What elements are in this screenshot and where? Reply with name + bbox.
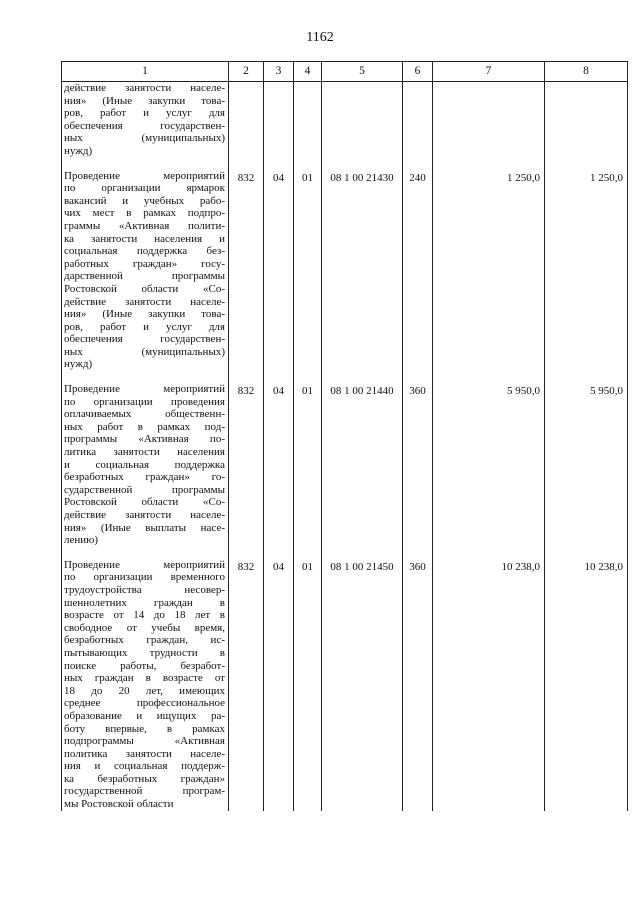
- ministry-code: [229, 82, 264, 158]
- description-line: нужд): [64, 358, 93, 371]
- description-line: ных (муниципальных): [64, 345, 225, 358]
- spacer-cell: [433, 547, 545, 559]
- ministry-code: 832: [229, 170, 264, 372]
- col-header: 1: [62, 62, 229, 82]
- description-line: по организации временного: [64, 571, 225, 584]
- page-number: 1162: [306, 30, 334, 45]
- description-line: шеннолетних граждан в: [64, 596, 225, 609]
- header-row: [62, 62, 628, 82]
- amount-cell: 1 250,0: [545, 170, 628, 372]
- description-line: литика занятости населения: [64, 446, 225, 459]
- spacer-cell: [294, 371, 322, 383]
- description-line: действие занятости населе-: [64, 295, 225, 308]
- row-description: [62, 383, 229, 547]
- description-line: действие занятости населе-: [64, 509, 225, 521]
- col-header: 3: [264, 62, 294, 82]
- spacer-cell: [322, 371, 403, 383]
- table-row: [62, 383, 628, 547]
- description-line: ных работ в рамках под-: [64, 420, 225, 433]
- description-line: 18 до 20 лет, имеющих: [64, 684, 225, 697]
- expense-type-code: 240: [403, 170, 433, 372]
- description-line: вакансий и учебных рабо-: [64, 194, 225, 207]
- table-row: [62, 559, 628, 811]
- spacer-cell: [294, 547, 322, 559]
- description-line: безработных граждан» го-: [64, 471, 225, 484]
- description-line: ния и социальная поддерж-: [64, 760, 225, 773]
- section-code: 04: [264, 559, 294, 811]
- spacer-cell: [229, 371, 264, 383]
- col-header: 2: [229, 62, 264, 82]
- table-row: [62, 82, 628, 158]
- description-line: нужд): [64, 144, 93, 157]
- spacer-cell: [294, 158, 322, 170]
- col-header: 6: [403, 62, 433, 82]
- description-line: ка занятости населения и: [64, 232, 225, 245]
- col-header: 8: [545, 62, 628, 82]
- amount-cell: 10 238,0: [433, 559, 545, 811]
- spacer-cell: [264, 547, 294, 559]
- description-line: подпрограммы «Активная: [64, 735, 225, 748]
- description-line: ния» (Иные выплаты насе-: [64, 521, 225, 534]
- description-line: Ростовской области «Со-: [64, 282, 225, 295]
- spacer-cell: [403, 158, 433, 170]
- description-line: программы «Активная по-: [64, 433, 225, 446]
- spacer-cell: [545, 547, 628, 559]
- description-line: лению): [64, 534, 99, 547]
- description-line: по организации ярмарок: [64, 182, 225, 195]
- amount-cell: 5 950,0: [545, 383, 628, 547]
- description-line: сударственной программы: [64, 483, 225, 496]
- description-line: безработных граждан, ис-: [64, 634, 225, 647]
- description-line: Проведение мероприятий: [64, 558, 225, 571]
- description-line: ных граждан в возрасте от: [64, 672, 225, 685]
- description-line: пытывающих трудности в: [64, 646, 225, 659]
- target-article-code: 08 1 00 21430: [322, 170, 403, 372]
- spacer-cell: [545, 158, 628, 170]
- description-line: и социальная поддержка: [64, 458, 225, 471]
- spacer-cell: [229, 158, 264, 170]
- col-header: 5: [322, 62, 403, 82]
- amount-cell: [433, 82, 545, 158]
- description-line: ка безработных граждан»: [64, 772, 225, 785]
- description-line: образование и ищущих ра-: [64, 709, 225, 722]
- description-line: обеспечения государствен-: [64, 333, 225, 346]
- target-article-code: 08 1 00 21440: [322, 383, 403, 547]
- description-line: свободное от учебы время,: [64, 621, 225, 634]
- spacer-cell: [62, 158, 229, 170]
- spacer-cell: [403, 547, 433, 559]
- spacer-cell: [322, 547, 403, 559]
- amount-cell: 5 950,0: [433, 383, 545, 547]
- description-line: действие занятости населе-: [64, 82, 225, 94]
- description-line: Проведение мероприятий: [64, 383, 225, 396]
- expense-type-code: [403, 82, 433, 158]
- description-line: политика занятости населе-: [64, 747, 225, 760]
- description-line: мы Ростовской области: [64, 798, 174, 811]
- spacer-cell: [62, 371, 229, 383]
- target-article-code: 08 1 00 21450: [322, 559, 403, 811]
- description-line: граммы «Активная полити-: [64, 219, 225, 232]
- col-header: 4: [294, 62, 322, 82]
- spacer-cell: [62, 547, 229, 559]
- description-line: работных граждан» госу-: [64, 257, 225, 270]
- expense-type-code: 360: [403, 559, 433, 811]
- description-line: социальная поддержка без-: [64, 245, 225, 258]
- spacer-cell: [433, 158, 545, 170]
- spacer-cell: [433, 371, 545, 383]
- ministry-code: 832: [229, 383, 264, 547]
- amount-cell: 1 250,0: [433, 170, 545, 372]
- spacer-cell: [545, 371, 628, 383]
- subsection-code: [294, 82, 322, 158]
- description-line: поиске работы, безработ-: [64, 659, 225, 672]
- expense-type-code: 360: [403, 383, 433, 547]
- spacer-cell: [403, 371, 433, 383]
- spacer-cell: [322, 158, 403, 170]
- col-header: 7: [433, 62, 545, 82]
- description-line: Проведение мероприятий: [64, 169, 225, 182]
- description-line: Ростовской области «Со-: [64, 496, 225, 509]
- description-line: среднее профессиональное: [64, 697, 225, 710]
- description-line: дарственной программы: [64, 270, 225, 283]
- description-line: ных (муниципальных): [64, 132, 225, 145]
- description-line: ров, работ и услуг для: [64, 107, 225, 120]
- subsection-code: 01: [294, 559, 322, 811]
- target-article-code: [322, 82, 403, 158]
- description-line: ров, работ и услуг для: [64, 320, 225, 333]
- description-line: оплачиваемых общественн-: [64, 408, 225, 421]
- amount-cell: [545, 82, 628, 158]
- section-code: 04: [264, 383, 294, 547]
- table-row: [62, 170, 628, 372]
- description-line: возрасте от 14 до 18 лет в: [64, 609, 225, 622]
- description-line: ния» (Иные закупки това-: [64, 94, 225, 107]
- description-line: боту впервые, в рамках: [64, 722, 225, 735]
- description-line: трудоустройства несовер-: [64, 583, 225, 596]
- row-description: [62, 170, 229, 372]
- description-line: обеспечения государствен-: [64, 119, 225, 132]
- spacer-cell: [264, 371, 294, 383]
- section-code: [264, 82, 294, 158]
- spacer-cell: [264, 158, 294, 170]
- amount-cell: 10 238,0: [545, 559, 628, 811]
- row-spacer: [62, 547, 628, 559]
- budget-table: [61, 61, 628, 811]
- description-line: ния» (Иные закупки това-: [64, 308, 225, 321]
- subsection-code: 01: [294, 170, 322, 372]
- row-spacer: [62, 158, 628, 170]
- subsection-code: 01: [294, 383, 322, 547]
- row-spacer: [62, 371, 628, 383]
- description-line: по организации проведения: [64, 395, 225, 408]
- row-description: [62, 559, 229, 811]
- description-line: чих мест в рамках подпро-: [64, 207, 225, 220]
- row-description: [62, 82, 229, 158]
- spacer-cell: [229, 547, 264, 559]
- description-line: государственной програм-: [64, 785, 225, 798]
- ministry-code: 832: [229, 559, 264, 811]
- section-code: 04: [264, 170, 294, 372]
